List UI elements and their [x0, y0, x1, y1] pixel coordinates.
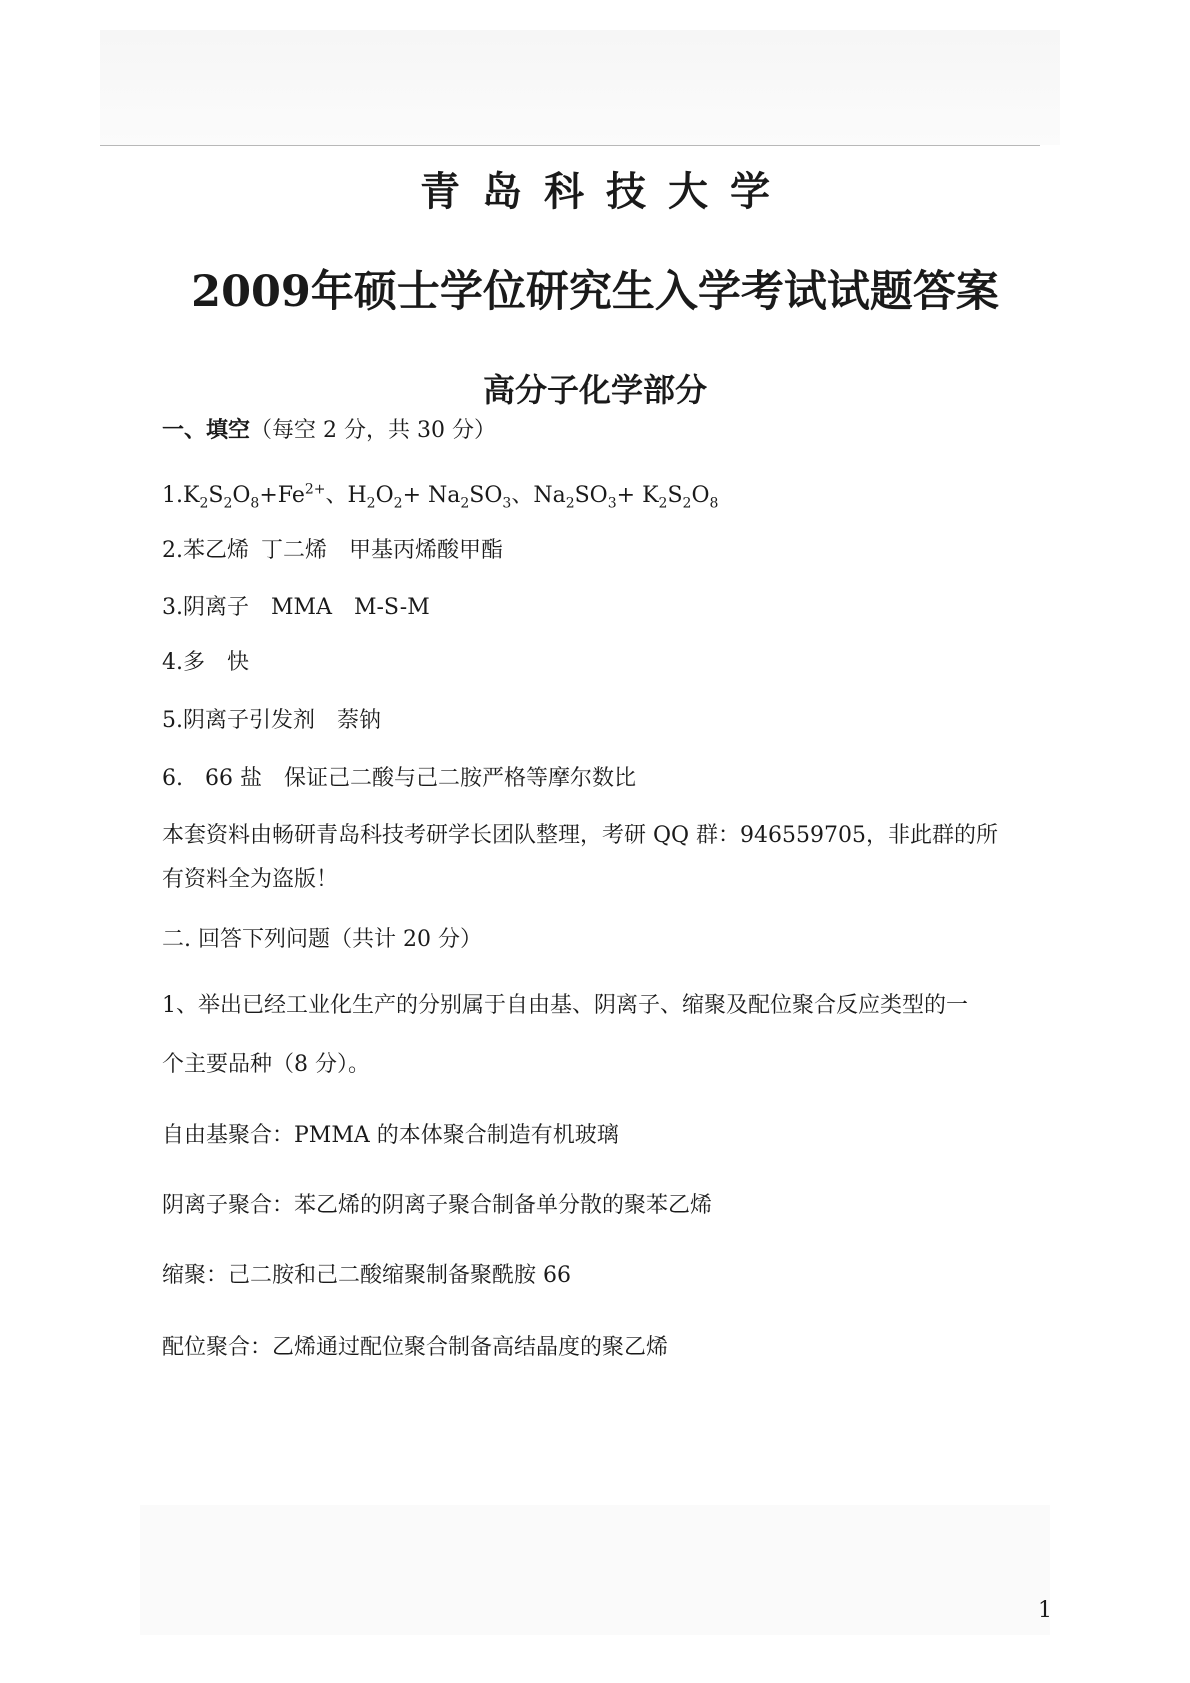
answer-text: 丁二烯: [261, 538, 328, 563]
answer-line-2: [162, 533, 503, 564]
part1-heading-bold: 一、填空: [162, 417, 251, 443]
part1-heading: [162, 413, 496, 444]
answer-text: MMA: [271, 595, 332, 620]
section-title: 高分子化学部分: [482, 371, 707, 409]
answer-text: 苯乙烯: [183, 538, 250, 563]
part2-heading: 二. 回答下列问题（共计 20 分）: [162, 927, 482, 952]
answer-number: 1.: [162, 483, 183, 508]
question-line-1: 1、举出已经工业化生产的分别属于自由基、阴离子、缩聚及配位聚合反应类型的一: [162, 993, 968, 1018]
answer-free-radical: 自由基聚合：PMMA 的本体聚合制造有机玻璃: [162, 1123, 619, 1148]
notice-line-2: 有资料全为盗版！: [162, 867, 339, 892]
answer-number: 2.: [162, 538, 183, 563]
answer-text: 保证己二酸与己二胺严格等摩尔数比: [284, 766, 637, 791]
notice-line-1: 本套资料由畅研青岛科技考研学长团队整理，考研 QQ 群：946559705，非此群的所: [162, 823, 999, 848]
answer-line-5: [162, 703, 381, 734]
answer-coordination: 配位聚合：乙烯通过配位聚合制备高结晶度的聚乙烯: [162, 1335, 669, 1360]
answer-line-4: [162, 645, 249, 676]
answer-polycondensation: 缩聚：己二胺和己二酸缩聚制备聚酰胺 66: [162, 1263, 571, 1288]
answer-line-6: [162, 761, 636, 792]
answer-text: 快: [227, 650, 250, 675]
answer-number: 3.: [162, 595, 183, 620]
answer-line-3: [162, 590, 430, 621]
answer-number: 6.: [162, 766, 183, 791]
answer-line-1: [162, 478, 718, 511]
exam-title: 2009年硕士学位研究生入学考试试题答案: [191, 267, 999, 317]
part1-heading-note: （每空 2 分，共 30 分）: [250, 418, 496, 443]
answer-text: 多: [183, 650, 206, 675]
answer-text: 萘钠: [337, 708, 382, 733]
scan-bottom-shade: [140, 1505, 1050, 1635]
answer-text: 阴离子引发剂: [183, 708, 316, 733]
initiator-list: $K_2S_2O_8+Fe^{2+}$、$H_2O_2+ Na_2SO_3$、$Na_2SO_3+ K_2S_2O_8$: [183, 481, 719, 512]
header-rule: [100, 145, 1040, 146]
answer-text: M-S-M: [353, 595, 430, 620]
page-number: 1: [1038, 1598, 1052, 1623]
answer-text: 甲基丙烯酸甲酯: [349, 538, 504, 563]
answer-anionic: 阴离子聚合：苯乙烯的阴离子聚合制备单分散的聚苯乙烯: [162, 1193, 713, 1218]
answer-text: 阴离子: [183, 595, 250, 620]
question-line-2: 个主要品种（8 分）。: [162, 1052, 370, 1077]
scan-top-shade: [100, 30, 1060, 145]
university-name: 青岛科技大学: [420, 168, 792, 215]
answer-number: 4.: [162, 650, 183, 675]
answer-text: 66 盐: [205, 766, 262, 791]
answer-number: 5.: [162, 708, 183, 733]
